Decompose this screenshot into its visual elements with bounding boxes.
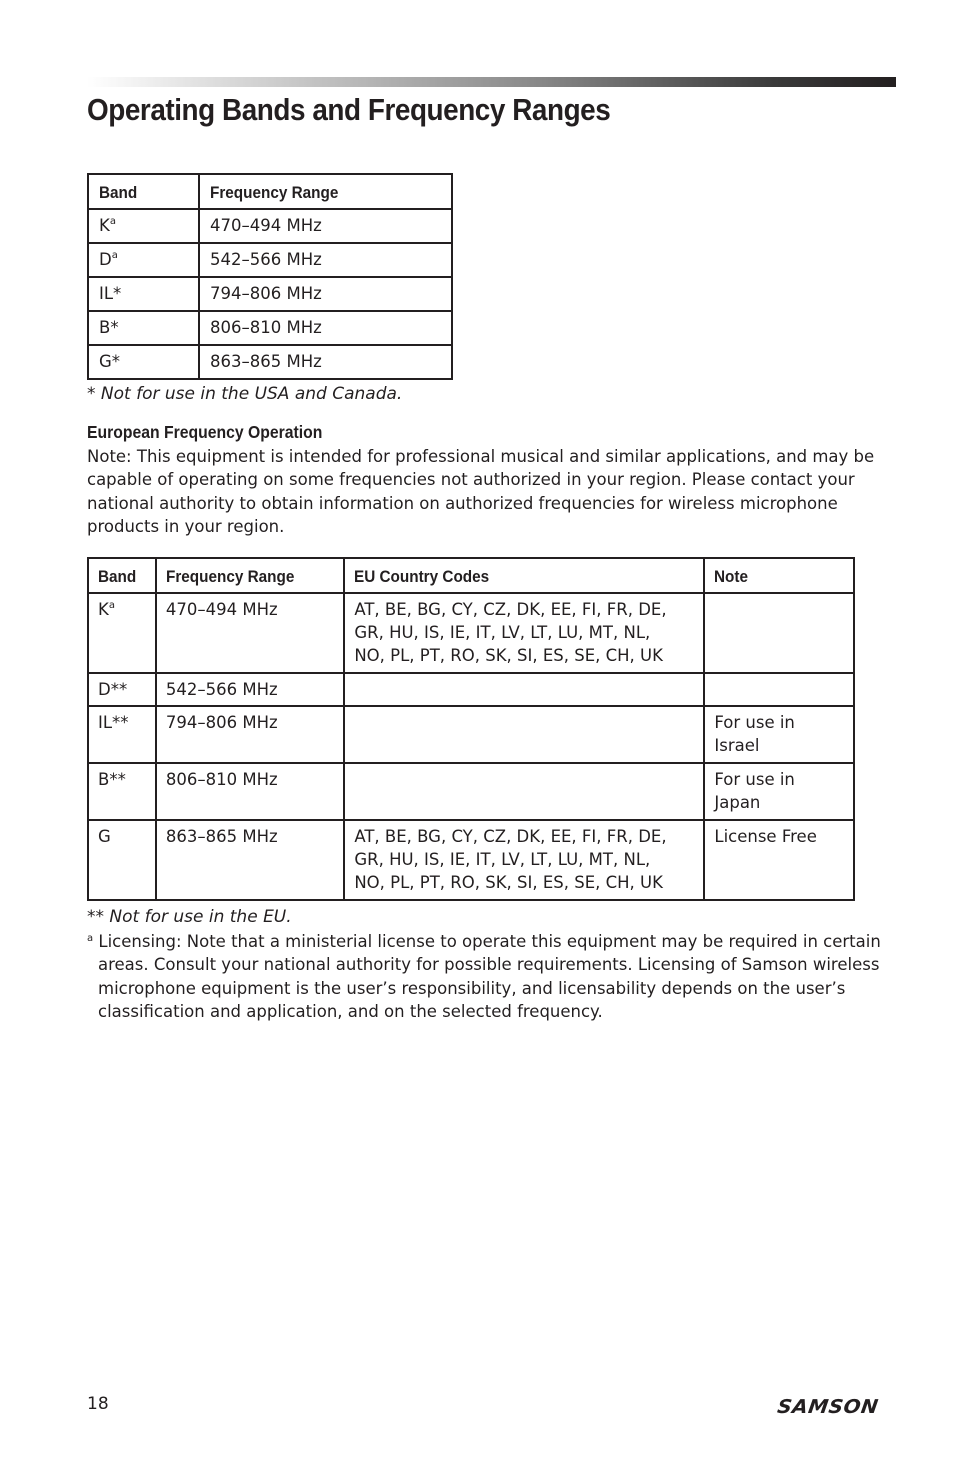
column-header-frequency-range: Frequency Range xyxy=(156,558,344,593)
table-row xyxy=(88,277,452,311)
frequency-range-cell: 863–865 MHz xyxy=(156,820,344,900)
country-codes-cell: AT, BE, BG, CY, CZ, DK, EE, FI, FR, DE, GR, HU, IS, IE, IT, LV, LT, LU, MT, NL, NO, PL, PT, RO, SK, SI, ES, SE, CH, UK xyxy=(344,820,704,900)
bands-table xyxy=(87,173,453,380)
table-row xyxy=(88,820,854,900)
page-number: 18 xyxy=(87,1394,109,1414)
table-row xyxy=(88,673,854,706)
frequency-range-cell: 806–810 MHz xyxy=(199,311,452,345)
band-cell: B* xyxy=(88,311,199,345)
frequency-range-cell: 470–494 MHz xyxy=(199,209,452,243)
band-cell: G* xyxy=(88,345,199,379)
country-codes-cell xyxy=(344,763,704,820)
frequency-range-cell: 806–810 MHz xyxy=(156,763,344,820)
note-cell: License Free xyxy=(704,820,854,900)
country-codes-cell xyxy=(344,706,704,763)
section-heading-european: European Frequency Operation xyxy=(87,422,323,442)
table-header-row xyxy=(88,558,854,593)
page-title: Operating Bands and Frequency Ranges xyxy=(87,92,611,127)
table-row xyxy=(88,243,452,277)
table-row xyxy=(88,763,854,820)
note-cell: For use in Japan xyxy=(704,763,854,820)
note-cell xyxy=(704,673,854,706)
footnote-licensing: $^a$ Licensing: Note that a ministerial license to operate this equipment may be required in certain areas. Consult your national authority for possible requirements. Licensing of Samson wireless microphone equipment is the user’s responsibility, and licensability depends on the user’s classification and application, and on the selected frequency. xyxy=(87,932,881,1021)
band-cell: $K^a$ xyxy=(88,209,199,243)
frequency-range-cell: 863–865 MHz xyxy=(199,345,452,379)
country-codes-cell: AT, BE, BG, CY, CZ, DK, EE, FI, FR, DE, GR, HU, IS, IE, IT, LV, LT, LU, MT, NL, NO, PL, PT, RO, SK, SI, ES, SE, CH, UK xyxy=(344,593,704,673)
table-header-row xyxy=(88,174,452,209)
table-row xyxy=(88,345,452,379)
table-row xyxy=(88,706,854,763)
frequency-range-cell: 794–806 MHz xyxy=(199,277,452,311)
column-header-band: Band xyxy=(88,558,156,593)
band-cell: B** xyxy=(88,763,156,820)
band-cell: IL** xyxy=(88,706,156,763)
band-cell: IL* xyxy=(88,277,199,311)
column-header-frequency-range: Frequency Range xyxy=(199,174,452,209)
frequency-range-cell: 542–566 MHz xyxy=(199,243,452,277)
table-row xyxy=(88,209,452,243)
band-cell: $D^a$ xyxy=(88,243,199,277)
column-header-eu-country-codes: EU Country Codes xyxy=(344,558,704,593)
frequency-range-cell: 470–494 MHz xyxy=(156,593,344,673)
frequency-range-cell: 794–806 MHz xyxy=(156,706,344,763)
band-cell: $K^a$ xyxy=(88,593,156,673)
samson-logo: SAMSON xyxy=(775,1396,880,1418)
section-note-paragraph: Note: This equipment is intended for professional musical and similar applications, and may be capable of operating on some frequencies not authorized in your region. Please contact your national authority to obtain information on authorized frequencies for wireless microphone products in your region. xyxy=(87,447,875,536)
table-row xyxy=(88,593,854,673)
note-cell: For use in Israel xyxy=(704,706,854,763)
table-row xyxy=(88,311,452,345)
header-gradient-rule xyxy=(87,77,896,87)
footnote-not-usa-canada: * Not for use in the USA and Canada. xyxy=(87,384,403,404)
country-codes-cell xyxy=(344,673,704,706)
column-header-band: Band xyxy=(88,174,199,209)
column-header-note: Note xyxy=(704,558,854,593)
band-cell: D** xyxy=(88,673,156,706)
note-cell xyxy=(704,593,854,673)
eu-bands-table xyxy=(87,557,855,901)
footnote-not-eu: ** Not for use in the EU. xyxy=(87,907,292,927)
footnote-mark: a xyxy=(87,933,94,944)
frequency-range-cell: 542–566 MHz xyxy=(156,673,344,706)
band-cell: G xyxy=(88,820,156,900)
